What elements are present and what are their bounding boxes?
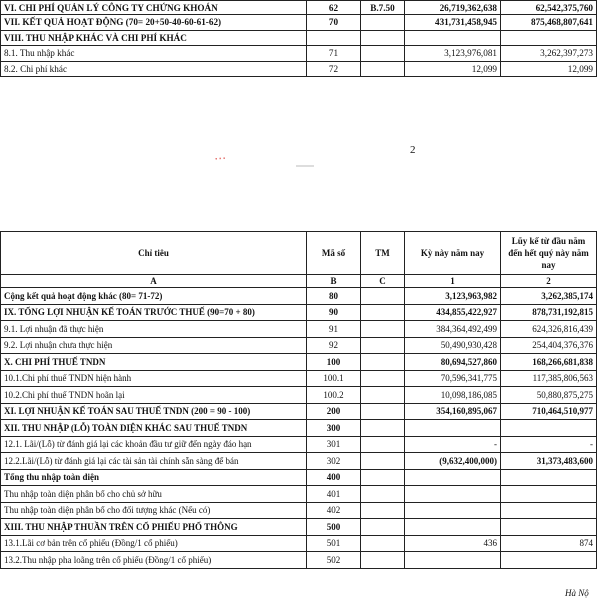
income-statement-table	[0, 231, 597, 569]
row-ytd-value: 50,880,875,275	[501, 387, 597, 404]
table-row	[1, 403, 597, 420]
table-row	[1, 46, 597, 62]
table-row	[1, 486, 597, 503]
row-note	[361, 552, 405, 569]
row-note	[361, 337, 405, 354]
row-code: 502	[307, 552, 361, 569]
row-current-value: 10,098,186,085	[405, 387, 501, 404]
row-label: 13.2.Thu nhập pha loãng trên cổ phiếu (Đồng/1 cổ phiếu)	[1, 552, 307, 569]
page-number: 2	[410, 144, 416, 156]
row-code: 72	[307, 61, 361, 77]
row-label: VI. CHI PHÍ QUẢN LÝ CÔNG TY CHỨNG KHOÁN	[1, 1, 307, 15]
header-code: Mã số	[307, 232, 361, 275]
row-current-value: 431,731,458,945	[405, 15, 501, 31]
table-row	[1, 61, 597, 77]
row-note	[361, 420, 405, 437]
row-ytd-value	[501, 30, 597, 46]
table-row	[1, 370, 597, 387]
row-note	[361, 321, 405, 338]
row-label: VIII. THU NHẬP KHÁC VÀ CHI PHÍ KHÁC	[1, 30, 307, 46]
row-note	[361, 61, 405, 77]
table-row	[1, 1, 597, 15]
column-letters-row	[1, 275, 597, 288]
row-code: 500	[307, 519, 361, 536]
row-current-value	[405, 420, 501, 437]
table-row	[1, 535, 597, 552]
table-row	[1, 337, 597, 354]
letter-1: 1	[405, 275, 501, 288]
row-note	[361, 502, 405, 519]
row-code: 80	[307, 288, 361, 305]
row-ytd-value: 31,373,483,600	[501, 453, 597, 470]
row-label: 9.1. Lợi nhuận đã thực hiện	[1, 321, 307, 338]
letter-b: B	[307, 275, 361, 288]
row-current-value: 3,123,963,982	[405, 288, 501, 305]
row-code: 70	[307, 15, 361, 31]
row-ytd-value: 3,262,397,273	[501, 46, 597, 62]
row-code: 100.2	[307, 387, 361, 404]
row-code: 300	[307, 420, 361, 437]
table-header-row	[1, 232, 597, 275]
row-ytd-value	[501, 552, 597, 569]
letter-2: 2	[501, 275, 597, 288]
table-row	[1, 552, 597, 569]
row-note	[361, 46, 405, 62]
row-ytd-value: -	[501, 436, 597, 453]
table-row	[1, 469, 597, 486]
row-label: 10.2.Chi phí thuế TNDN hoãn lại	[1, 387, 307, 404]
row-code: 302	[307, 453, 361, 470]
table-row	[1, 519, 597, 536]
row-current-value	[405, 519, 501, 536]
row-code: 91	[307, 321, 361, 338]
row-code: 100	[307, 354, 361, 371]
row-note	[361, 288, 405, 305]
row-current-value	[405, 486, 501, 503]
row-current-value	[405, 502, 501, 519]
row-code: 200	[307, 403, 361, 420]
row-note	[361, 519, 405, 536]
row-current-value: 80,694,527,860	[405, 354, 501, 371]
row-ytd-value: 62,542,375,760	[501, 1, 597, 15]
row-label: Thu nhập toàn diện phân bổ cho đối tượng khác (Nếu có)	[1, 502, 307, 519]
red-stamp-mark: …	[213, 147, 233, 163]
row-current-value: 434,855,422,927	[405, 304, 501, 321]
table-row	[1, 15, 597, 31]
row-code	[307, 30, 361, 46]
table-row	[1, 453, 597, 470]
row-label: 12.2.Lãi/(Lỗ) từ đánh giá lại các tài sản tài chính sẵn sàng để bán	[1, 453, 307, 470]
row-code: 62	[307, 1, 361, 15]
row-current-value: 354,160,895,067	[405, 403, 501, 420]
row-note	[361, 370, 405, 387]
row-label: 10.1.Chi phí thuế TNDN hiện hành	[1, 370, 307, 387]
table-row	[1, 387, 597, 404]
header-year-to-date: Lũy kế từ đầu năm đến hết quý này năm nay	[501, 232, 597, 275]
row-code: 401	[307, 486, 361, 503]
table-row	[1, 304, 597, 321]
row-code: 301	[307, 436, 361, 453]
row-code: 100.1	[307, 370, 361, 387]
row-current-value: 384,364,492,499	[405, 321, 501, 338]
row-label: 13.1.Lãi cơ bản trên cổ phiếu (Đồng/1 cổ phiếu)	[1, 535, 307, 552]
row-current-value: 26,719,362,638	[405, 1, 501, 15]
row-ytd-value	[501, 420, 597, 437]
row-note	[361, 387, 405, 404]
row-note	[361, 304, 405, 321]
header-indicator: Chỉ tiêu	[1, 232, 307, 275]
row-code: 402	[307, 502, 361, 519]
row-current-value: (9,632,400,000)	[405, 453, 501, 470]
row-ytd-value: 12,099	[501, 61, 597, 77]
row-code: 71	[307, 46, 361, 62]
row-note	[361, 15, 405, 31]
row-ytd-value	[501, 519, 597, 536]
row-label: Cộng kết quả hoạt động khác (80= 71-72)	[1, 288, 307, 305]
row-label: XII. THU NHẬP (LỖ) TOÀN DIỆN KHÁC SAU THUẾ TNDN	[1, 420, 307, 437]
row-note	[361, 535, 405, 552]
table-row	[1, 436, 597, 453]
row-note	[361, 403, 405, 420]
row-current-value: 12,099	[405, 61, 501, 77]
row-ytd-value	[501, 486, 597, 503]
row-ytd-value: 168,266,681,838	[501, 354, 597, 371]
divider	[296, 165, 314, 167]
row-current-value: -	[405, 436, 501, 453]
row-ytd-value	[501, 469, 597, 486]
row-current-value: 436	[405, 535, 501, 552]
row-code: 501	[307, 535, 361, 552]
letter-a: A	[1, 275, 307, 288]
row-note	[361, 30, 405, 46]
row-label: XIII. THU NHẬP THUẦN TRÊN CỔ PHIẾU PHỔ THÔNG	[1, 519, 307, 536]
row-code: 90	[307, 304, 361, 321]
row-current-value: 70,596,341,775	[405, 370, 501, 387]
row-label: IX. TỔNG LỢI NHUẬN KẾ TOÁN TRƯỚC THUẾ (90=70 + 80)	[1, 304, 307, 321]
row-code: 92	[307, 337, 361, 354]
table-row	[1, 321, 597, 338]
row-current-value	[405, 30, 501, 46]
row-note: B.7.50	[361, 1, 405, 15]
row-note	[361, 469, 405, 486]
row-ytd-value: 874	[501, 535, 597, 552]
letter-c: C	[361, 275, 405, 288]
row-label: 8.2. Chi phí khác	[1, 61, 307, 77]
row-ytd-value: 710,464,510,977	[501, 403, 597, 420]
row-label: X. CHI PHÍ THUẾ TNDN	[1, 354, 307, 371]
row-current-value	[405, 552, 501, 569]
row-ytd-value: 254,404,376,376	[501, 337, 597, 354]
header-note: TM	[361, 232, 405, 275]
table-row	[1, 354, 597, 371]
row-ytd-value: 878,731,192,815	[501, 304, 597, 321]
row-label: VII. KẾT QUẢ HOẠT ĐỘNG (70= 20+50-40-60-61-62)	[1, 15, 307, 31]
previous-page-table-fragment	[0, 0, 597, 77]
row-note	[361, 354, 405, 371]
footer-location-text: Hà Nộ	[565, 588, 589, 598]
row-label: XI. LỢI NHUẬN KẾ TOÁN SAU THUẾ TNDN (200 = 90 - 100)	[1, 403, 307, 420]
row-label: Thu nhập toàn diện phân bổ cho chủ sở hữu	[1, 486, 307, 503]
row-label: Tổng thu nhập toàn diện	[1, 469, 307, 486]
row-note	[361, 486, 405, 503]
row-ytd-value: 624,326,816,439	[501, 321, 597, 338]
row-current-value: 50,490,930,428	[405, 337, 501, 354]
table-row	[1, 288, 597, 305]
row-ytd-value: 3,262,385,174	[501, 288, 597, 305]
row-current-value	[405, 469, 501, 486]
row-label: 12.1. Lãi/(Lỗ) từ đánh giá lại các khoản đầu tư giữ đến ngày đáo hạn	[1, 436, 307, 453]
table-row	[1, 420, 597, 437]
row-current-value: 3,123,976,081	[405, 46, 501, 62]
header-current-period: Kỳ này năm nay	[405, 232, 501, 275]
row-note	[361, 436, 405, 453]
table-row	[1, 502, 597, 519]
row-ytd-value	[501, 502, 597, 519]
row-label: 8.1. Thu nhập khác	[1, 46, 307, 62]
row-label: 9.2. Lợi nhuận chưa thực hiện	[1, 337, 307, 354]
row-code: 400	[307, 469, 361, 486]
row-note	[361, 453, 405, 470]
row-ytd-value: 117,385,806,563	[501, 370, 597, 387]
row-ytd-value: 875,468,807,641	[501, 15, 597, 31]
table-row	[1, 30, 597, 46]
